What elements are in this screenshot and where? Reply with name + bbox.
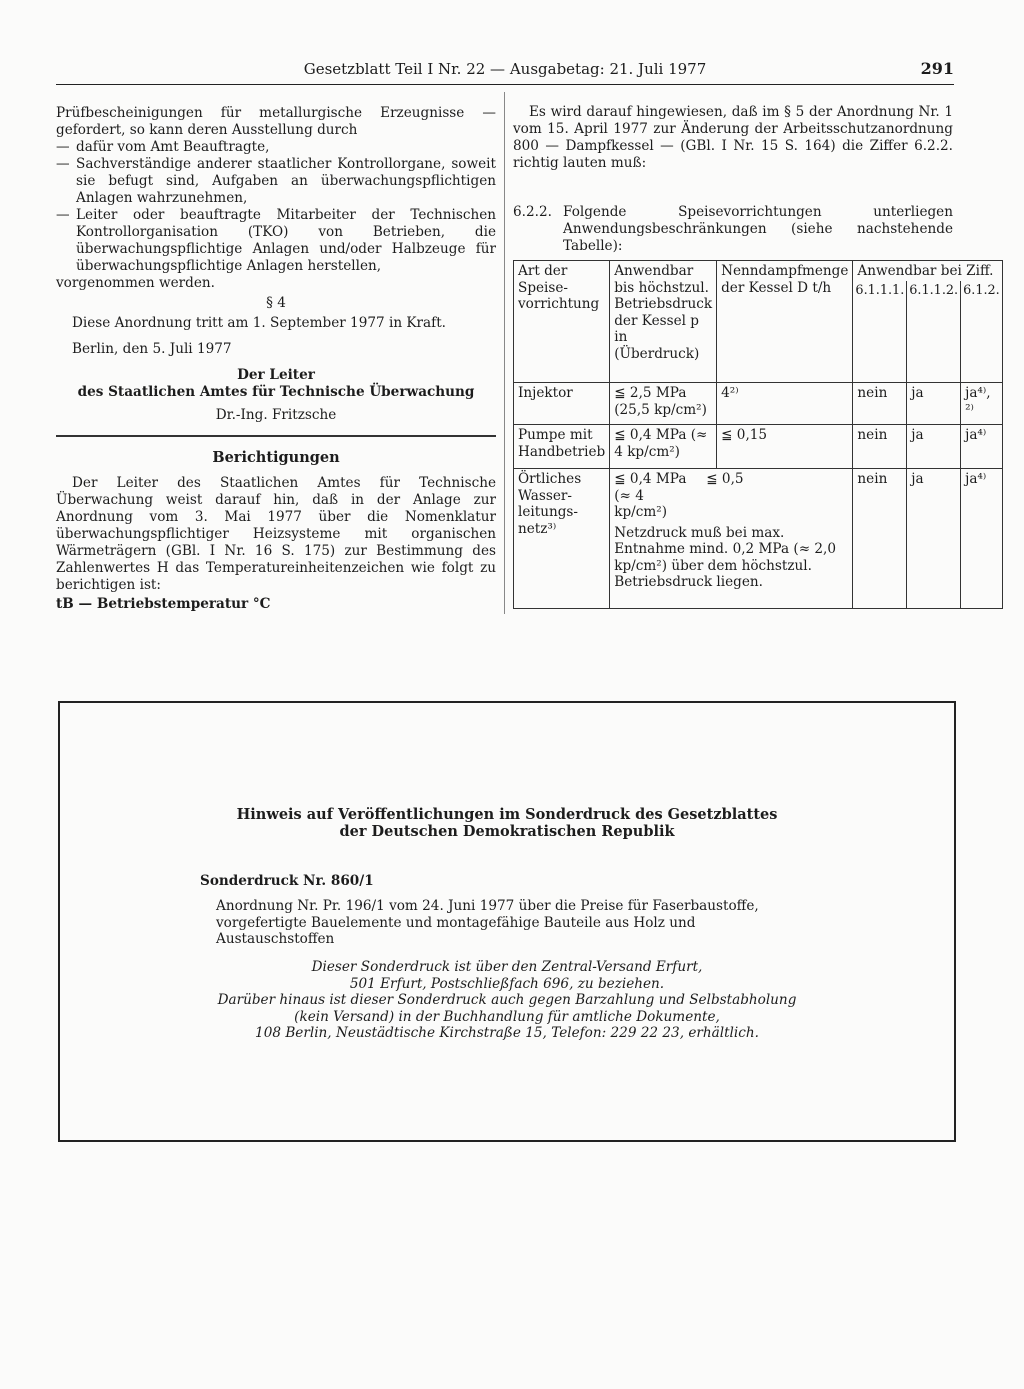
order-note-line: 108 Berlin, Neustädtische Kirchstraße 15, Telefon: 229 22 23, erhältlich. <box>255 1025 759 1041</box>
table-header-cell: Nenndampfmenge der Kessel D t/h <box>717 261 853 383</box>
right-intro-paragraph: Es wird darauf hingewiesen, daß im § 5 der Anordnung Nr. 1 vom 15. April 1977 zur Änderung der Arbeitsschutzanordnung 800 — Dampfkessel — (GBl. I Nr. 15 S. 164) die Ziffer 6.2.2. richtig lauten muß: <box>513 104 953 171</box>
table-cell: 4²⁾ <box>717 383 853 425</box>
dash-item-text: dafür vom Amt Beauftragte, <box>76 139 270 155</box>
table-cell: Örtliches Wasser-leitungs-netz³⁾ <box>514 469 610 609</box>
order-note-line: 501 Erfurt, Postschließfach 696, zu beziehen. <box>349 975 665 992</box>
table-cell: nein <box>853 469 907 609</box>
column-divider <box>504 92 505 614</box>
order-note-line: (kein Versand) in der Buchhandlung für amtliche Dokumente, <box>294 1008 720 1025</box>
table-row <box>514 383 1003 425</box>
table-cell: ja <box>907 469 961 609</box>
table-header-cell: 6.1.2. <box>961 281 1003 383</box>
dash-mark: — <box>56 139 70 155</box>
sonderdruck-description: Anordnung Nr. Pr. 196/1 vom 24. Juni 1977 über die Preise für Faserbaustoffe, vorgefertigte Bauelemente und montagefähige Bauteile aus Holz und Austauschstoffen <box>216 898 759 947</box>
sonderdruck-notice-box <box>58 701 956 1142</box>
table-cell-values <box>614 471 848 521</box>
notice-title-line: Hinweis auf Veröffentlichungen im Sonderdruck des Gesetzblattes <box>236 806 778 823</box>
clause-number: 6.2.2. <box>513 204 552 220</box>
corrections-title: Berichtigungen <box>212 449 340 466</box>
dash-item <box>56 207 496 275</box>
table-cell: ≦ 0,5 <box>706 471 744 487</box>
place-date: Berlin, den 5. Juli 1977 <box>72 341 232 357</box>
header-rule <box>56 84 954 85</box>
table-header-cell: Art der Speise-vorrichtung <box>514 261 610 383</box>
table-cell: nein <box>853 425 907 469</box>
table-header-cell: 6.1.1.2. <box>907 281 961 383</box>
table-cell: ja⁴⁾ <box>961 425 1003 469</box>
intro-paragraph: Prüfbescheinigungen für metallurgische Erzeugnisse — gefordert, so kann deren Ausstellung durch <box>56 105 496 138</box>
vorgenommen-text: vorgenommen werden. <box>56 275 215 291</box>
signature-name: Dr.-Ing. Fritzsche <box>215 407 337 423</box>
dash-mark: — <box>56 207 70 223</box>
table-cell: ja <box>907 383 961 425</box>
clause-text: Folgende Speisevorrichtungen unterliegen Anwendungsbeschränkungen (siehe nachstehende Tabelle): <box>563 204 953 254</box>
speisevorrichtungen-table <box>513 260 1003 609</box>
dash-item-text: Leiter oder beauftragte Mitarbeiter der Technischen Kontrollorganisation (TKO) von Betrieben, die überwachungspflichtige Anlagen und/oder Halbzeuge für überwachungspflichtige Anlagen herstellen, <box>76 207 496 274</box>
notice-title <box>60 806 954 840</box>
table-cell: ≦ 0,15 <box>717 425 853 469</box>
right-column <box>513 104 953 255</box>
table-header-group: Anwendbar bei Ziff. <box>853 261 1002 281</box>
signature-title: Der Leiter <box>237 367 315 383</box>
table-cell: Injektor <box>514 383 610 425</box>
table-cell: ja⁴⁾ <box>961 469 1003 609</box>
table-header-cell: Anwendbar bis höchstzul. Betriebsdruck der Kessel p in (Überdruck) <box>610 261 717 383</box>
table-row <box>514 469 1003 609</box>
section-separator <box>56 435 496 437</box>
notice-title-line: der Deutschen Demokratischen Republik <box>339 823 675 840</box>
table-cell: ≦ 2,5 MPa (25,5 kp/cm²) <box>610 383 717 425</box>
order-note-line: Darüber hinaus ist dieser Sonderdruck auch gegen Barzahlung und Selbstabholung <box>217 992 797 1008</box>
table-cell: ≦ 0,4 MPa (≈ 4 kp/cm²) <box>614 471 687 520</box>
signature-office: des Staatlichen Amtes für Technische Überwachung <box>77 384 475 400</box>
section-heading: § 4 <box>266 295 286 311</box>
page-number: 291 <box>920 59 954 78</box>
table-cell: nein <box>853 383 907 425</box>
corrections-formula: tB — Betriebstemperatur °C <box>56 596 271 612</box>
header-title: Gesetzblatt Teil I Nr. 22 — Ausgabetag: 21. Juli 1977 <box>303 60 707 78</box>
dash-item-text: Sachverständige anderer staatlicher Kontrollorgane, soweit sie befugt sind, Aufgaben an überwachungspflichtigen Anlagen wahrzunehmen, <box>76 156 496 206</box>
page-header <box>56 60 954 82</box>
left-column <box>56 105 496 613</box>
table-cell: ja⁴⁾, ²⁾ <box>961 383 1003 425</box>
order-note <box>60 959 954 1042</box>
table-header-cell: 6.1.1.1. <box>853 281 907 383</box>
dash-item <box>56 156 496 207</box>
table-cell: ≦ 0,4 MPa (≈ 4 kp/cm²) <box>610 425 717 469</box>
sonderdruck-number: Sonderdruck Nr. 860/1 <box>200 873 374 889</box>
clause-block <box>513 204 953 255</box>
dash-item <box>56 139 496 156</box>
table-note: Netzdruck muß bei max. Entnahme mind. 0,2 MPa (≈ 2,0 kp/cm²) über dem höchstzul. Betriebsdruck liegen. <box>614 524 837 590</box>
effective-date-text: Diese Anordnung tritt am 1. September 1977 in Kraft. <box>72 315 446 331</box>
dash-mark: — <box>56 156 70 172</box>
table-cell: Pumpe mit Handbetrieb <box>514 425 610 469</box>
corrections-paragraph: Der Leiter des Staatlichen Amtes für Technische Überwachung weist darauf hin, daß in der Anlage zur Anordnung vom 3. Mai 1977 über die Nomenklatur überwachungspflichtiger Heizsysteme mit organischen Wärmeträgern (GBl. I Nr. 16 S. 175) zur Bestimmung des Zahlenwertes H das Temperatureinheitenzeichen wie folgt zu berichtigen ist: <box>56 475 496 593</box>
table-row <box>514 425 1003 469</box>
table-cell: ja <box>907 425 961 469</box>
order-note-line: Dieser Sonderdruck ist über den Zentral-Versand Erfurt, <box>311 959 703 975</box>
table-cell-merged <box>610 469 853 609</box>
